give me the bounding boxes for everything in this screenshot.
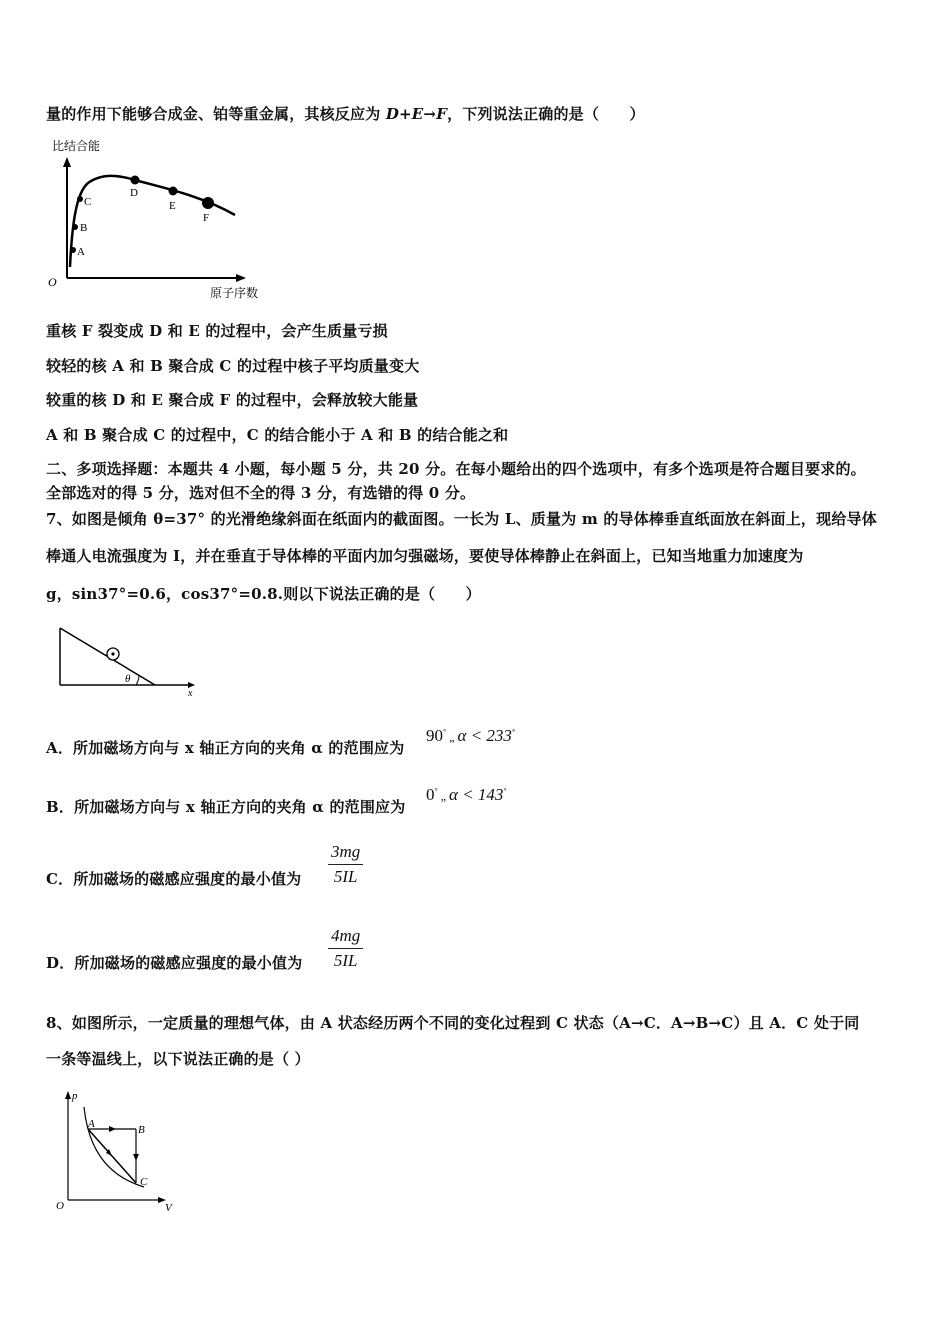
fig1-label-d: D bbox=[130, 187, 138, 199]
intro-text: 量的作用下能够合成金、铂等重金属，其核反应为 bbox=[46, 105, 386, 123]
intro-text-end: ，下列说法正确的是（ ） bbox=[447, 105, 645, 123]
fraction-c-numerator: 3mg bbox=[328, 842, 363, 865]
angle-arc bbox=[136, 676, 139, 685]
q6-option-c: 较重的核 D 和 E 聚合成 F 的过程中，会释放较大能量 bbox=[46, 391, 419, 409]
q8-line2: 一条等温线上，以下说法正确的是（ ） bbox=[46, 1050, 310, 1068]
pv-label-a: A bbox=[88, 1118, 95, 1130]
fraction-d-numerator: 4mg bbox=[328, 926, 363, 949]
binding-energy-figure bbox=[40, 135, 280, 305]
q6-option-b: 较轻的核 A 和 B 聚合成 C 的过程中核子平均质量变大 bbox=[46, 357, 420, 375]
pv-diagram bbox=[52, 1085, 192, 1215]
q7-option-c: C．所加磁场的磁感应强度的最小值为 bbox=[46, 870, 302, 888]
section2-line1: 二、多项选择题：本题共 4 小题，每小题 5 分，共 20 分。在每小题给出的四个选项中，有多个选项是符合题目要求的。 bbox=[46, 460, 866, 478]
incline-figure bbox=[50, 620, 210, 700]
fig1-point-b bbox=[72, 224, 78, 230]
q7-line2: 棒通人电流强度为 I，并在垂直于导体棒的平面内加匀强磁场，要使导体棒静止在斜面上，已知当地重力加速度为 bbox=[46, 547, 804, 565]
q6-option-d: A 和 B 聚合成 C 的过程中，C 的结合能小于 A 和 B 的结合能之和 bbox=[46, 426, 509, 444]
pv-origin-label: O bbox=[56, 1200, 64, 1212]
fraction-d-denominator: 5IL bbox=[333, 951, 358, 970]
fig1-y-arrow bbox=[63, 157, 71, 167]
fig1-point-d bbox=[131, 176, 140, 185]
q7-option-d: D．所加磁场的磁感应强度的最小值为 bbox=[46, 954, 303, 972]
pv-arrow-ab bbox=[109, 1126, 116, 1132]
q7-option-a-range: 90° „ α < 233° bbox=[426, 726, 516, 745]
reaction-formula: D+E→F bbox=[385, 105, 448, 123]
pv-v-label: V bbox=[165, 1202, 172, 1214]
fig1-label-f: F bbox=[203, 212, 210, 224]
fig1-label-c: C bbox=[84, 196, 92, 208]
q7-option-d-fraction bbox=[328, 926, 363, 971]
fig1-ylabel: 比结合能 bbox=[52, 139, 101, 153]
fig1-x-arrow bbox=[236, 274, 246, 282]
pv-p-label: p bbox=[72, 1090, 78, 1102]
pv-label-b: B bbox=[138, 1124, 145, 1136]
q7-line1: 7、如图是倾角 θ=37° 的光滑绝缘斜面在纸面内的截面图。一长为 L、质量为 m 的导体棒垂直纸面放在斜面上，现给导体 bbox=[46, 510, 877, 528]
q7-line3: g，sin37°=0.6，cos37°=0.8.则以下说法正确的是（ ） bbox=[46, 585, 481, 603]
fig1-label-b: B bbox=[80, 222, 88, 234]
fig1-label-e: E bbox=[169, 200, 176, 212]
incline-x-label: x bbox=[188, 688, 193, 699]
q8-line1: 8、如图所示，一定质量的理想气体，由 A 状态经历两个不同的变化过程到 C 状态（A→C．A→B→C）且 A．C 处于同 bbox=[46, 1014, 860, 1032]
fig1-point-c bbox=[77, 196, 83, 202]
pv-p-arrow bbox=[65, 1091, 71, 1099]
q7-option-c-fraction bbox=[328, 842, 363, 887]
range-b-high: α < 143 bbox=[449, 785, 504, 804]
fraction-c-denominator: 5IL bbox=[333, 867, 358, 886]
fig1-origin: O bbox=[48, 275, 57, 289]
intro-line bbox=[46, 103, 645, 124]
range-b-low: 0 bbox=[426, 785, 435, 804]
pv-label-c: C bbox=[140, 1176, 148, 1188]
fig1-point-f bbox=[202, 197, 214, 209]
section2-line2: 全部选对的得 5 分，选对但不全的得 3 分，有选错的得 0 分。 bbox=[46, 484, 476, 502]
fig1-point-a bbox=[70, 247, 76, 253]
q7-option-b: B．所加磁场方向与 x 轴正方向的夹角 α 的范围应为 bbox=[46, 798, 406, 816]
q7-option-a: A．所加磁场方向与 x 轴正方向的夹角 α 的范围应为 bbox=[46, 739, 405, 757]
fig1-point-e bbox=[169, 187, 178, 196]
incline-angle-label: θ bbox=[125, 673, 131, 685]
q7-option-b-range: 0° „ α < 143° bbox=[426, 785, 507, 804]
fig1-curve bbox=[70, 176, 235, 267]
range-a-low: 90 bbox=[426, 726, 443, 745]
fig1-label-a: A bbox=[77, 246, 85, 258]
conductor-rod-dot bbox=[111, 652, 114, 655]
fig1-xlabel: 原子序数 bbox=[210, 286, 259, 300]
pv-arrow-bc bbox=[133, 1154, 139, 1161]
range-a-high: α < 233 bbox=[457, 726, 512, 745]
q6-option-a: 重核 F 裂变成 D 和 E 的过程中，会产生质量亏损 bbox=[46, 322, 388, 340]
